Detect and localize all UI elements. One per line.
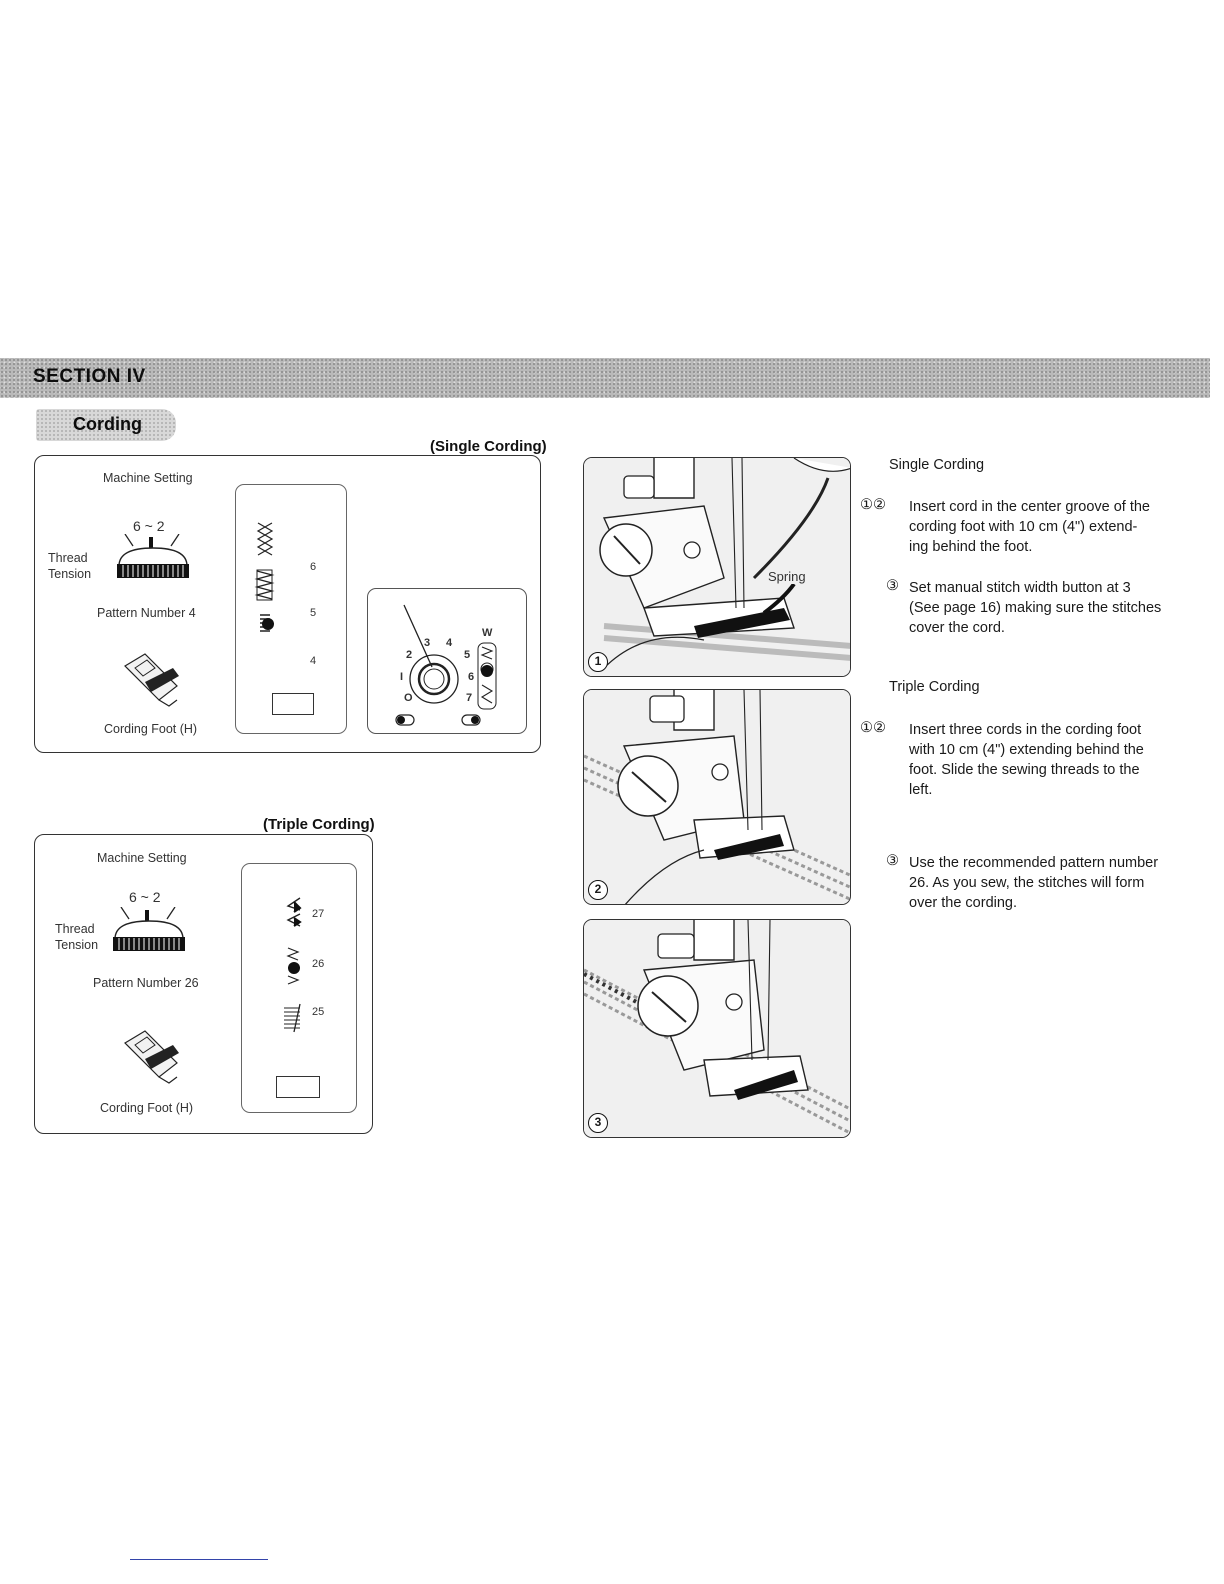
text-line: left. [909, 782, 933, 798]
single-cording-panel [34, 455, 541, 753]
photo-number-2: 2 [588, 880, 608, 900]
triple-cording-heading: Triple Cording [889, 679, 980, 695]
section-title: SECTION IV [33, 366, 146, 387]
step-1-illustration [583, 457, 851, 677]
dial-num-7: 7 [466, 692, 473, 704]
pattern-27: 27 [312, 908, 325, 920]
cording-foot-label: Cording Foot (H) [100, 1101, 194, 1115]
text-line: ing behind the foot. [909, 539, 1033, 555]
pattern-25: 25 [312, 1006, 325, 1018]
pattern-4: 4 [310, 655, 317, 667]
single-step12-text [909, 497, 1179, 557]
triple-step12-text [909, 720, 1179, 800]
pattern-number-label: Pattern Number 26 [93, 976, 199, 990]
text-line: Use the recommended pattern number [909, 855, 1159, 871]
pattern-5: 5 [310, 607, 317, 619]
photo-number-3: 3 [588, 1113, 608, 1133]
tension-value: 6 ~ 2 [129, 889, 161, 905]
spring-label: Spring [768, 569, 806, 584]
text-line: Insert cord in the center groove of the [909, 499, 1150, 515]
text-line: cover the cord. [909, 620, 1005, 636]
pattern-26: 26 [312, 958, 325, 970]
dial-num-0: O [404, 692, 413, 704]
text-line: (See page 16) making sure the stitches [909, 600, 1162, 616]
single-step3-text [909, 578, 1179, 638]
text-line: Set manual stitch width button at 3 [909, 580, 1131, 596]
tension-label: Tension [48, 567, 92, 581]
cording-foot-icon [115, 648, 195, 712]
dial-num-3: 3 [424, 637, 431, 649]
tension-value: 6 ~ 2 [133, 518, 165, 534]
pattern-selector-window [241, 863, 357, 1113]
single-step3-number: ③ [886, 578, 899, 594]
pattern-display-window [272, 693, 314, 715]
stitch-patterns-icon [280, 896, 310, 1046]
stitch-width-dial-box [367, 588, 527, 734]
presser-foot-single-cord-icon [584, 458, 851, 677]
photo-number-1: 1 [588, 652, 608, 672]
text-line: 26. As you sew, the stitches will form [909, 875, 1145, 891]
single-cording-heading: Single Cording [889, 457, 985, 473]
text-line: foot. Slide the sewing threads to the [909, 762, 1140, 778]
stitch-width-dial-icon [368, 589, 528, 735]
pattern-selector-window [235, 484, 347, 734]
pattern-6: 6 [310, 561, 317, 573]
pattern-display-window [276, 1076, 320, 1098]
pattern-number-label: Pattern Number 4 [97, 606, 196, 620]
thread-label: Thread [48, 551, 88, 565]
presser-foot-stitching-icon [584, 920, 851, 1138]
machine-setting-label: Machine Setting [103, 471, 193, 485]
machine-setting-label: Machine Setting [97, 851, 187, 865]
triple-step12-number: ①② [860, 720, 886, 736]
cording-foot-label: Cording Foot (H) [104, 722, 198, 736]
thread-label: Thread [55, 922, 95, 936]
dial-w-label: W [482, 627, 493, 639]
section-band [0, 358, 1210, 398]
step-3-illustration [583, 919, 851, 1138]
tension-dial-icon [109, 907, 189, 953]
stitch-patterns-icon [254, 521, 284, 639]
triple-cording-caption: (Triple Cording) [263, 816, 375, 833]
dial-num-4: 4 [446, 637, 453, 649]
triple-step3-number: ③ [886, 853, 899, 869]
single-cording-caption: (Single Cording) [430, 438, 547, 455]
cording-title: Cording [73, 414, 142, 434]
text-line: over the cording. [909, 895, 1018, 911]
single-step12-number: ①② [860, 497, 886, 513]
footer-rule [130, 1559, 268, 1560]
triple-step3-text [909, 853, 1179, 913]
tension-dial-icon [113, 534, 193, 580]
text-line: Insert three cords in the cording foot [909, 722, 1142, 738]
cording-foot-icon [115, 1025, 195, 1089]
tension-label: Tension [55, 938, 99, 952]
presser-foot-triple-cord-icon [584, 690, 851, 905]
text-line: cording foot with 10 cm (4") extend- [909, 519, 1138, 535]
step-2-illustration [583, 689, 851, 905]
dial-num-5: 5 [464, 649, 471, 661]
text-line: with 10 cm (4") extending behind the [909, 742, 1144, 758]
dial-num-1: I [400, 671, 404, 683]
dial-num-6: 6 [468, 671, 475, 683]
dial-num-2: 2 [406, 649, 413, 661]
triple-cording-panel [34, 834, 373, 1134]
